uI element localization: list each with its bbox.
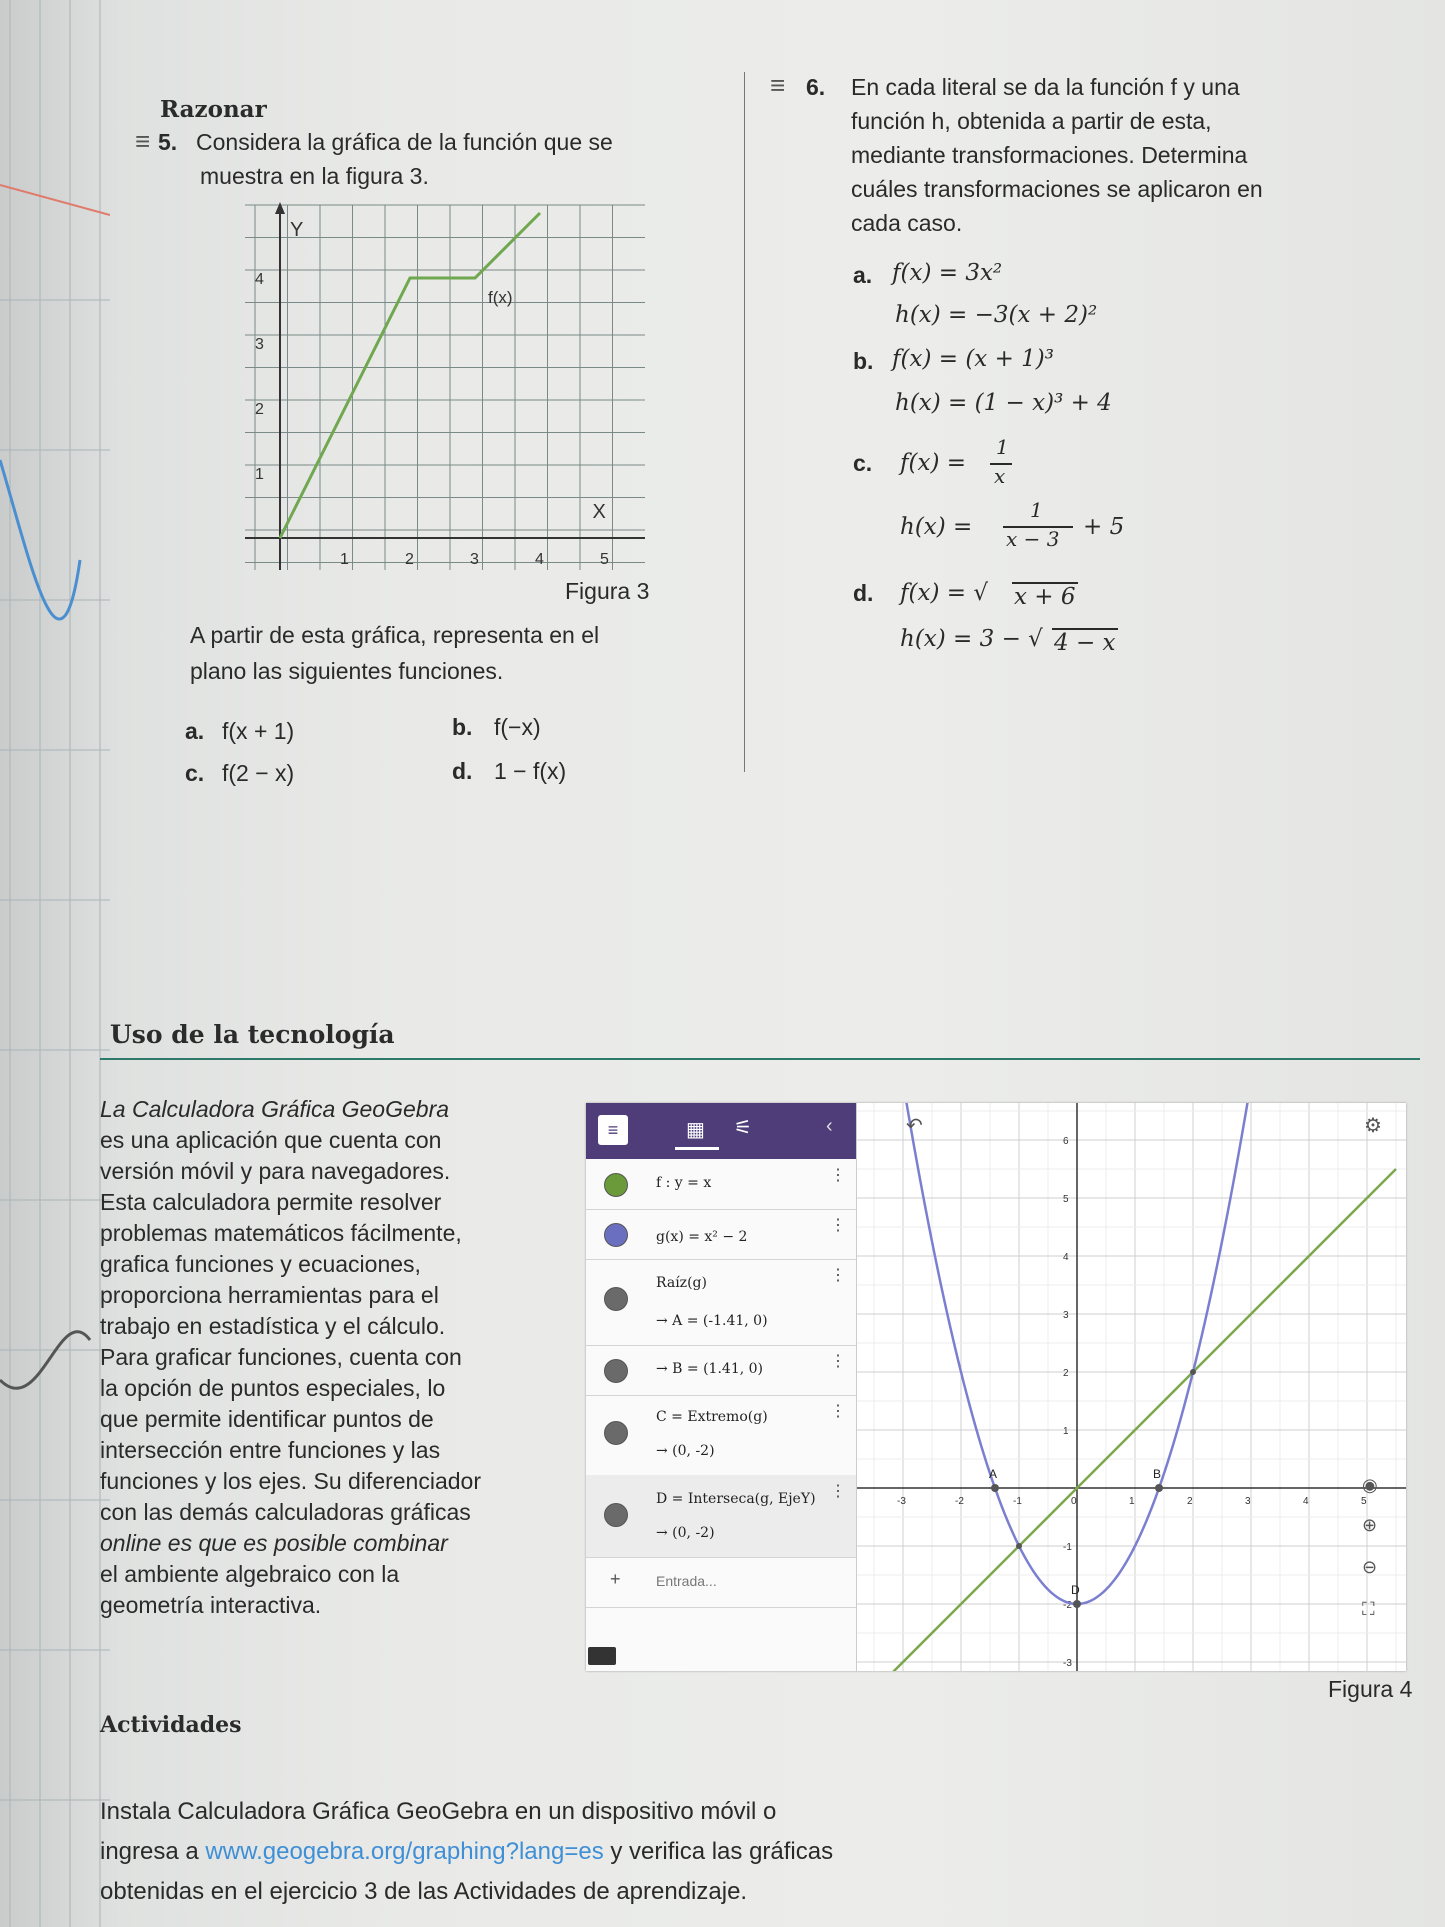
row-menu-icon[interactable]: ⋮ [830, 1167, 846, 1184]
visibility-dot-raiz[interactable] [604, 1287, 628, 1311]
y-tick-label: 3 [255, 336, 264, 353]
ex6-item-c-f-prefix: f(x) = [900, 450, 967, 476]
exercise-5-text-1: Considera la gráfica de la función que se [196, 129, 613, 155]
gg-y-tick: -1 [1063, 1542, 1072, 1553]
y-axis-label: Y [290, 219, 304, 241]
row-raiz-text: Raíz(g) [656, 1275, 707, 1291]
undo-icon[interactable]: ↶ [906, 1115, 923, 1137]
tech-line-7: proporciona herramientas para el [100, 1282, 439, 1308]
algebra-input[interactable]: Entrada... [656, 1573, 717, 1589]
gg-point-label: A [988, 1467, 998, 1481]
row-menu-icon[interactable]: ⋮ [830, 1483, 846, 1500]
geogebra-link[interactable]: www.geogebra.org/graphing?lang=es [205, 1838, 604, 1865]
gg-x-tick: -2 [955, 1496, 964, 1507]
settings-gear-icon[interactable]: ⚙ [1364, 1115, 1382, 1137]
series-label-f: f(x) [488, 288, 513, 307]
tech-line-1: La Calculadora Gráfica GeoGebra [100, 1096, 450, 1122]
ex6-item-a-f: f(x) = 3x² [892, 260, 1003, 286]
ex6-item-c-h-prefix: h(x) = [900, 514, 973, 540]
graphics-view[interactable] [857, 1103, 1406, 1671]
activities-heading: Actividades [100, 1712, 242, 1738]
tech-line-15: online es que es posible combinar [100, 1530, 448, 1556]
row-raiz-result: → A = (-1.41, 0) [656, 1313, 768, 1329]
gg-y-tick: 5 [1063, 1194, 1069, 1205]
ex6-item-c-h-suffix: + 5 [1083, 514, 1125, 540]
visibility-dot-d[interactable] [604, 1503, 628, 1527]
menu-lines-icon: ≡ [135, 126, 149, 156]
graph-background [857, 1103, 1406, 1671]
figure-4-caption: Figura 4 [1328, 1676, 1413, 1702]
x-tick-label: 1 [340, 551, 349, 568]
activities-line-1: Instala Calculadora Gráfica GeoGebra en un dispositivo móvil o [100, 1798, 777, 1825]
ex6-item-d-h-radicand: 4 − x [1054, 630, 1116, 656]
row-g-text: g(x) = x² − 2 [656, 1229, 748, 1245]
gg-y-tick: 2 [1063, 1368, 1069, 1379]
gg-x-tick: 3 [1245, 1496, 1251, 1507]
gg-point [1155, 1484, 1163, 1492]
home-icon[interactable]: ◉ [1362, 1475, 1378, 1495]
menu-lines-icon-2: ≡ [770, 70, 784, 100]
page-edge-decoration [0, 0, 110, 1927]
visibility-dot-b[interactable] [604, 1359, 628, 1383]
f-series-line [280, 213, 540, 538]
ex6-item-c-h-num: 1 [1030, 498, 1043, 522]
algebra-input-row[interactable] [586, 1557, 856, 1608]
visibility-dot-c[interactable] [604, 1421, 628, 1445]
algebra-toolbar [586, 1103, 856, 1159]
algebra-row-b[interactable] [586, 1345, 856, 1396]
tech-line-13: funciones y los ejes. Su diferenciador [100, 1468, 481, 1494]
x-tick-label: 4 [535, 551, 544, 568]
y-tick-label: 4 [255, 271, 264, 288]
fullscreen-icon[interactable]: ⛶ [1362, 1599, 1375, 1619]
row-f-text: f : y = x [656, 1175, 712, 1191]
ex6-item-b-label: b. [853, 348, 874, 374]
gg-y-tick: 6 [1063, 1136, 1069, 1147]
tech-line-5: problemas matemáticos fácilmente, [100, 1220, 462, 1246]
exercise-6-line-5: cada caso. [851, 210, 963, 236]
tech-line-11: que permite identificar puntos de [100, 1406, 434, 1432]
exercise-5-number: 5. [158, 129, 178, 155]
gg-x-tick: -1 [1013, 1496, 1022, 1507]
tech-line-9: Para graficar funciones, cuenta con [100, 1344, 462, 1370]
gg-y-tick: -2 [1063, 1600, 1072, 1611]
y-tick-label: 1 [255, 466, 264, 483]
section-razonar: Razonar [160, 96, 267, 123]
exercise-5-after-1: A partir de esta gráfica, representa en el [190, 622, 600, 648]
ex5-item-a-label: a. [185, 718, 205, 744]
gg-intersection-point [1190, 1369, 1196, 1375]
gg-intersection-point [1016, 1543, 1022, 1549]
ex5-item-c-expr: f(2 − x) [222, 760, 295, 786]
activities-line-3: obtenidas en el ejercicio 3 de las Actividades de aprendizaje. [100, 1878, 748, 1905]
activities-line-2b: y verifica las gráficas [603, 1838, 834, 1865]
ex6-item-b-h: h(x) = (1 − x)³ + 4 [895, 390, 1112, 416]
gg-point [1073, 1600, 1081, 1608]
y-axis-arrow [275, 202, 285, 214]
ex6-item-c-f-num: 1 [996, 435, 1009, 459]
ex6-item-a-h: h(x) = −3(x + 2)² [895, 302, 1098, 328]
row-menu-icon[interactable]: ⋮ [830, 1403, 846, 1420]
gg-point [991, 1484, 999, 1492]
tech-paragraph [100, 1094, 560, 1621]
algebra-row-g[interactable] [586, 1209, 856, 1260]
gg-x-tick: 5 [1361, 1496, 1367, 1507]
exercise-6-line-2: función h, obtenida a partir de esta, [851, 108, 1212, 134]
exercise-5-after-2: plano las siguientes funciones. [190, 658, 504, 684]
calculator-icon[interactable]: ▦ [686, 1119, 705, 1141]
gg-x-tick: 0 [1071, 1496, 1077, 1507]
exercise-5-text-2: muestra en la figura 3. [200, 163, 429, 189]
x-axis-label: X [592, 501, 606, 523]
zoom-out-icon[interactable]: ⊖ [1362, 1557, 1378, 1577]
algebra-row-c[interactable] [586, 1395, 856, 1476]
gg-y-tick: 1 [1063, 1426, 1069, 1437]
ex6-item-c-h-den: x − 3 [1006, 527, 1060, 551]
visibility-dot-f[interactable] [604, 1173, 628, 1197]
ex6-item-d-f-prefix: f(x) = √ [900, 580, 988, 606]
row-menu-icon[interactable]: ⋮ [830, 1267, 846, 1284]
ex6-item-d-f-radicand: x + 6 [1014, 584, 1076, 610]
gg-y-tick: 3 [1063, 1310, 1069, 1321]
row-menu-icon[interactable]: ⋮ [830, 1217, 846, 1234]
tools-icon[interactable]: ⚟ [734, 1117, 752, 1139]
tech-line-12: intersección entre funciones y las [100, 1437, 441, 1463]
row-c-result: → (0, -2) [656, 1443, 715, 1459]
tech-line-10: la opción de puntos especiales, lo [100, 1375, 446, 1401]
gg-x-tick: 4 [1303, 1496, 1309, 1507]
row-d-text: D = Interseca(g, EjeY) [656, 1491, 816, 1507]
active-tab-indicator [675, 1147, 719, 1150]
x-tick-label: 2 [405, 551, 414, 568]
collapse-chevron-icon[interactable]: ‹ [826, 1115, 833, 1137]
zoom-in-icon[interactable]: ⊕ [1362, 1515, 1378, 1535]
gg-y-tick: -3 [1063, 1658, 1072, 1669]
x-tick-label: 5 [600, 551, 609, 568]
exercise-6-number: 6. [806, 74, 826, 100]
geogebra-screenshot [586, 1103, 1406, 1671]
ex5-item-d-expr: 1 − f(x) [494, 758, 567, 784]
ex6-item-c-f-den: x [994, 464, 1006, 488]
ex5-item-d-label: d. [452, 758, 473, 784]
visibility-dot-g[interactable] [604, 1223, 628, 1247]
activities-line-2a: ingresa a [100, 1838, 206, 1865]
figure-3-caption: Figura 3 [565, 578, 650, 604]
tech-line-4: Esta calculadora permite resolver [100, 1189, 442, 1215]
row-d-result: → (0, -2) [656, 1525, 715, 1541]
y-tick-label: 2 [255, 401, 264, 418]
tech-heading-rule [100, 1058, 1420, 1060]
ex6-item-a-label: a. [853, 262, 873, 288]
menu-icon[interactable]: ≡ [598, 1115, 628, 1145]
gg-x-tick: 1 [1129, 1496, 1135, 1507]
tech-heading: Uso de la tecnología [110, 1020, 395, 1049]
gg-x-tick: 2 [1187, 1496, 1193, 1507]
figure-3-chart [245, 200, 650, 575]
ex6-item-b-f: f(x) = (x + 1)³ [892, 346, 1054, 372]
algebra-row-f[interactable] [586, 1159, 856, 1210]
ex5-item-b-expr: f(−x) [494, 714, 541, 740]
gg-point-label: D [1071, 1583, 1080, 1597]
row-c-text: C = Extremo(g) [656, 1409, 768, 1425]
ex6-item-d-label: d. [853, 580, 874, 606]
tech-line-17: geometría interactiva. [100, 1592, 322, 1618]
gg-point-label: B [1153, 1467, 1162, 1481]
exercise-6-line-4: cuáles transformaciones se aplicaron en [851, 176, 1263, 202]
x-tick-label: 3 [470, 551, 479, 568]
algebra-panel [586, 1103, 857, 1671]
ex5-item-c-label: c. [185, 760, 205, 786]
ex6-item-c-label: c. [853, 450, 873, 476]
row-menu-icon[interactable]: ⋮ [830, 1353, 846, 1370]
row-b-text: → B = (1.41, 0) [656, 1361, 764, 1377]
activities-line-2 [100, 1836, 833, 1867]
add-plus-icon[interactable]: + [610, 1569, 621, 1589]
tech-line-6: grafica funciones y ecuaciones, [100, 1251, 421, 1277]
tech-line-14: con las demás calculadoras gráficas [100, 1499, 471, 1525]
ex5-item-a-expr: f(x + 1) [222, 718, 295, 744]
algebra-row-raiz[interactable] [586, 1259, 856, 1346]
tech-line-16: el ambiente algebraico con la [100, 1561, 400, 1587]
tech-line-8: trabajo en estadística y el cálculo. [100, 1313, 446, 1339]
tech-line-3: versión móvil y para navegadores. [100, 1158, 451, 1184]
ex5-item-b-label: b. [452, 714, 473, 740]
exercise-6-line-1: En cada literal se da la función f y una [851, 74, 1240, 100]
ex6-item-d-h-prefix: h(x) = 3 − √ [900, 626, 1043, 652]
gg-y-tick: 4 [1063, 1252, 1069, 1263]
keyboard-icon[interactable] [588, 1647, 616, 1665]
exercise-6-line-3: mediante transformaciones. Determina [851, 142, 1248, 168]
gg-x-tick: -3 [897, 1496, 906, 1507]
tech-line-2: es una aplicación que cuenta con [100, 1127, 442, 1153]
algebra-row-d[interactable] [586, 1475, 856, 1558]
column-divider [744, 72, 745, 772]
